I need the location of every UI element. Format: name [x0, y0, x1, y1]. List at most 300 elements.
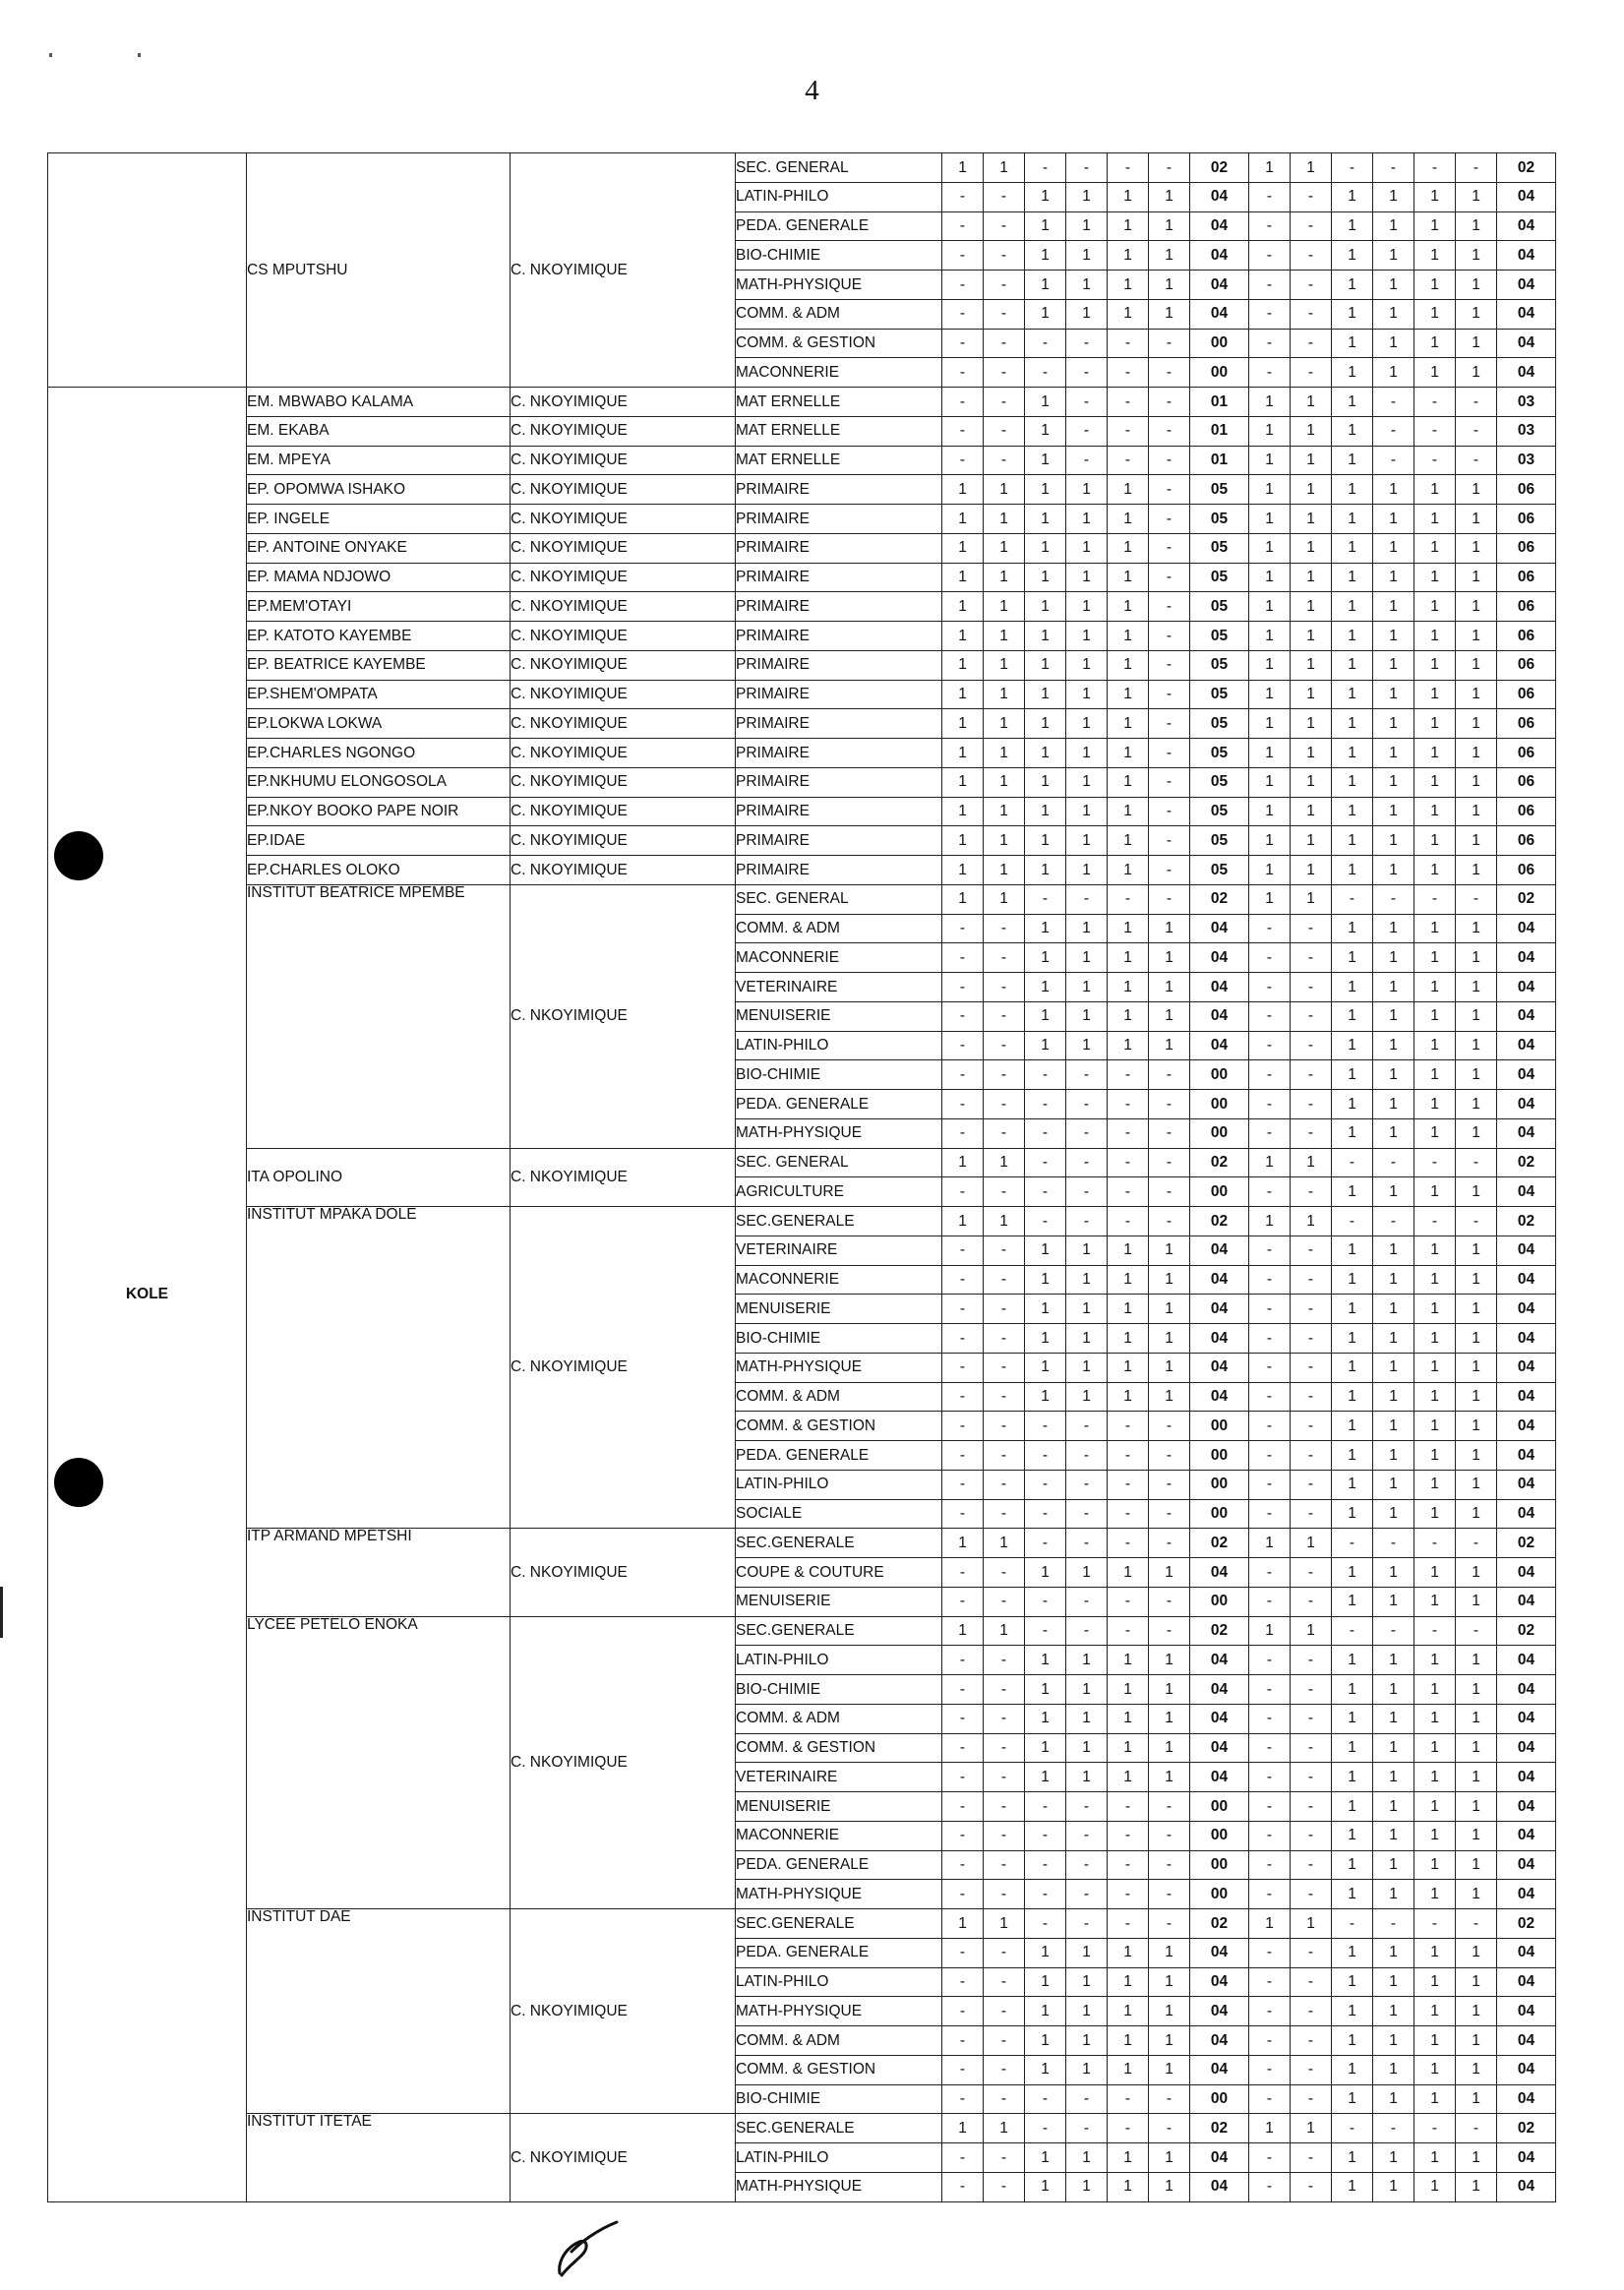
- class-count-cell: -: [1025, 1118, 1066, 1148]
- class-count-cell: -: [1149, 533, 1190, 563]
- class-count-cell: -: [942, 446, 984, 475]
- class-count-cell: 1: [1332, 1792, 1373, 1822]
- class-count-cell: 1: [1456, 2055, 1497, 2084]
- class-total-cell: 04: [1497, 271, 1556, 300]
- class-count-cell: -: [1291, 943, 1332, 973]
- option-cell: LATIN-PHILO: [736, 2143, 942, 2173]
- class-count-cell: 1: [1066, 563, 1108, 592]
- class-count-cell: -: [1249, 2084, 1291, 2114]
- class-count-cell: 1: [1373, 826, 1414, 856]
- class-count-cell: -: [942, 943, 984, 973]
- class-count-cell: 1: [1373, 211, 1414, 241]
- option-cell: PRIMAIRE: [736, 475, 942, 505]
- class-count-cell: -: [1025, 1850, 1066, 1880]
- class-count-cell: 1: [1249, 1148, 1291, 1177]
- class-count-cell: -: [1066, 2114, 1108, 2143]
- class-count-cell: -: [1249, 914, 1291, 943]
- class-count-cell: 1: [942, 533, 984, 563]
- class-count-cell: 1: [1291, 1909, 1332, 1939]
- class-count-cell: 1: [1108, 1938, 1149, 1967]
- class-count-cell: 1: [1108, 1324, 1149, 1354]
- class-count-cell: -: [1291, 1060, 1332, 1090]
- option-cell: COMM. & GESTION: [736, 329, 942, 358]
- class-count-cell: 1: [1149, 182, 1190, 211]
- class-count-cell: -: [1149, 1529, 1190, 1558]
- class-count-cell: 1: [1414, 1792, 1456, 1822]
- class-count-cell: 1: [1066, 241, 1108, 271]
- class-count-cell: 1: [1332, 1558, 1373, 1588]
- class-count-cell: -: [1066, 1499, 1108, 1529]
- class-total-cell: 00: [1190, 1499, 1249, 1529]
- class-count-cell: 1: [1414, 182, 1456, 211]
- class-total-cell: 04: [1497, 1646, 1556, 1675]
- class-count-cell: 1: [1291, 622, 1332, 651]
- class-count-cell: 1: [1149, 1938, 1190, 1967]
- class-total-cell: 04: [1497, 1763, 1556, 1792]
- option-cell: LATIN-PHILO: [736, 1967, 942, 1997]
- class-count-cell: 1: [1414, 1295, 1456, 1324]
- class-count-cell: -: [1108, 1177, 1149, 1207]
- class-count-cell: 1: [1332, 1441, 1373, 1471]
- class-total-cell: 04: [1497, 1031, 1556, 1060]
- class-count-cell: -: [1249, 1997, 1291, 2026]
- class-count-cell: -: [1025, 2084, 1066, 2114]
- class-total-cell: 04: [1190, 1704, 1249, 1733]
- class-count-cell: -: [984, 943, 1025, 973]
- class-count-cell: 1: [1414, 505, 1456, 534]
- class-count-cell: 1: [1456, 943, 1497, 973]
- class-count-cell: 1: [1373, 1324, 1414, 1354]
- option-cell: SEC.GENERALE: [736, 1207, 942, 1236]
- class-count-cell: 1: [1373, 943, 1414, 973]
- class-count-cell: 1: [1414, 2084, 1456, 2114]
- zone-cell: [48, 153, 247, 388]
- manager-cell: C. NKOYIMIQUE: [511, 153, 736, 388]
- class-count-cell: 1: [1414, 241, 1456, 271]
- class-count-cell: 1: [1332, 1382, 1373, 1412]
- class-count-cell: -: [984, 1382, 1025, 1412]
- class-count-cell: 1: [1414, 358, 1456, 388]
- class-count-cell: 1: [1332, 1880, 1373, 1909]
- class-count-cell: 1: [1108, 211, 1149, 241]
- class-count-cell: 1: [1249, 767, 1291, 797]
- class-total-cell: 00: [1190, 1118, 1249, 1148]
- class-total-cell: 04: [1497, 1704, 1556, 1733]
- class-count-cell: -: [1066, 884, 1108, 914]
- table-row: [48, 680, 1556, 709]
- class-count-cell: 1: [1108, 914, 1149, 943]
- option-cell: PRIMAIRE: [736, 622, 942, 651]
- class-count-cell: 1: [1456, 1324, 1497, 1354]
- class-count-cell: 1: [1332, 592, 1373, 622]
- class-count-cell: 1: [1332, 475, 1373, 505]
- option-cell: MATH-PHYSIQUE: [736, 1997, 942, 2026]
- class-total-cell: 02: [1190, 1148, 1249, 1177]
- class-count-cell: -: [942, 1997, 984, 2026]
- class-count-cell: 1: [1332, 2172, 1373, 2201]
- class-count-cell: -: [1414, 1616, 1456, 1646]
- class-count-cell: -: [942, 1412, 984, 1441]
- class-count-cell: -: [1025, 1587, 1066, 1616]
- class-count-cell: -: [984, 1704, 1025, 1733]
- class-count-cell: 1: [1414, 2055, 1456, 2084]
- class-count-cell: 1: [1414, 826, 1456, 856]
- class-count-cell: 1: [1456, 1587, 1497, 1616]
- class-count-cell: -: [1108, 1880, 1149, 1909]
- class-count-cell: -: [1108, 1441, 1149, 1471]
- class-count-cell: -: [1373, 884, 1414, 914]
- option-cell: VETERINAIRE: [736, 973, 942, 1002]
- class-total-cell: 00: [1190, 1792, 1249, 1822]
- class-count-cell: 1: [984, 505, 1025, 534]
- school-name-cell: EP.MEM'OTAYI: [247, 592, 511, 622]
- manager-cell: C. NKOYIMIQUE: [511, 709, 736, 739]
- class-count-cell: 1: [1066, 1704, 1108, 1733]
- option-cell: PRIMAIRE: [736, 826, 942, 856]
- class-count-cell: -: [984, 1177, 1025, 1207]
- class-count-cell: -: [1025, 884, 1066, 914]
- class-total-cell: 04: [1497, 2084, 1556, 2114]
- class-count-cell: -: [1108, 1090, 1149, 1119]
- class-total-cell: 04: [1190, 1235, 1249, 1265]
- option-cell: PRIMAIRE: [736, 650, 942, 680]
- class-count-cell: 1: [1025, 1967, 1066, 1997]
- class-count-cell: -: [1149, 1090, 1190, 1119]
- class-count-cell: 1: [942, 767, 984, 797]
- class-count-cell: -: [942, 973, 984, 1002]
- class-count-cell: -: [1108, 1470, 1149, 1499]
- class-count-cell: -: [1291, 1177, 1332, 1207]
- school-name-cell: EP. KATOTO KAYEMBE: [247, 622, 511, 651]
- class-count-cell: -: [984, 1733, 1025, 1763]
- class-count-cell: -: [1249, 1558, 1291, 1588]
- class-count-cell: 1: [1414, 1031, 1456, 1060]
- class-count-cell: 1: [1414, 1880, 1456, 1909]
- class-count-cell: -: [1108, 388, 1149, 417]
- class-count-cell: -: [1249, 1938, 1291, 1967]
- class-total-cell: 05: [1190, 592, 1249, 622]
- class-count-cell: 1: [942, 1207, 984, 1236]
- class-count-cell: 1: [1456, 797, 1497, 826]
- school-name-cell: EP.IDAE: [247, 826, 511, 856]
- class-count-cell: -: [1291, 1704, 1332, 1733]
- class-count-cell: 1: [1025, 1353, 1066, 1382]
- class-count-cell: 1: [1373, 973, 1414, 1002]
- class-count-cell: -: [1456, 1529, 1497, 1558]
- class-total-cell: 04: [1497, 2143, 1556, 2173]
- table-row: [48, 650, 1556, 680]
- manager-cell: C. NKOYIMIQUE: [511, 1909, 736, 2114]
- class-count-cell: -: [1291, 2055, 1332, 2084]
- class-count-cell: 1: [1249, 709, 1291, 739]
- class-count-cell: -: [1291, 1880, 1332, 1909]
- class-count-cell: -: [942, 1646, 984, 1675]
- class-count-cell: -: [1066, 329, 1108, 358]
- table-row: [48, 1207, 1556, 1236]
- class-total-cell: 02: [1190, 153, 1249, 183]
- class-count-cell: 1: [1456, 1060, 1497, 1090]
- class-count-cell: -: [1066, 388, 1108, 417]
- class-count-cell: -: [1108, 1850, 1149, 1880]
- class-total-cell: 04: [1497, 914, 1556, 943]
- class-count-cell: -: [1025, 1821, 1066, 1850]
- manager-cell: C. NKOYIMIQUE: [511, 446, 736, 475]
- class-total-cell: 02: [1190, 1529, 1249, 1558]
- option-cell: MATH-PHYSIQUE: [736, 1118, 942, 1148]
- class-count-cell: 1: [1291, 1148, 1332, 1177]
- class-total-cell: 02: [1190, 1616, 1249, 1646]
- class-count-cell: 1: [1373, 1031, 1414, 1060]
- class-count-cell: 1: [1066, 680, 1108, 709]
- class-count-cell: -: [984, 1587, 1025, 1616]
- class-count-cell: 1: [1456, 271, 1497, 300]
- class-count-cell: -: [984, 1997, 1025, 2026]
- option-cell: PEDA. GENERALE: [736, 211, 942, 241]
- class-count-cell: 1: [1025, 1001, 1066, 1031]
- class-total-cell: 04: [1497, 1880, 1556, 1909]
- class-count-cell: 1: [1456, 1382, 1497, 1412]
- class-count-cell: -: [1456, 153, 1497, 183]
- class-count-cell: -: [984, 1967, 1025, 1997]
- class-count-cell: 1: [1108, 797, 1149, 826]
- class-count-cell: 1: [1025, 505, 1066, 534]
- class-count-cell: -: [942, 1265, 984, 1295]
- option-cell: MENUISERIE: [736, 1587, 942, 1616]
- class-count-cell: 1: [1066, 1967, 1108, 1997]
- class-count-cell: -: [984, 416, 1025, 446]
- class-count-cell: 1: [1108, 1353, 1149, 1382]
- class-count-cell: -: [984, 329, 1025, 358]
- class-count-cell: 1: [1149, 1001, 1190, 1031]
- manager-cell: C. NKOYIMIQUE: [511, 1616, 736, 1909]
- option-cell: MATH-PHYSIQUE: [736, 1880, 942, 1909]
- class-count-cell: 1: [1108, 1235, 1149, 1265]
- class-count-cell: 1: [1414, 592, 1456, 622]
- class-total-cell: 06: [1497, 533, 1556, 563]
- class-count-cell: 1: [1456, 680, 1497, 709]
- class-count-cell: 1: [1414, 622, 1456, 651]
- class-count-cell: 1: [1414, 1441, 1456, 1471]
- class-count-cell: 1: [1291, 388, 1332, 417]
- option-cell: PRIMAIRE: [736, 533, 942, 563]
- class-count-cell: 1: [1025, 211, 1066, 241]
- class-total-cell: 04: [1190, 1733, 1249, 1763]
- class-count-cell: 1: [1149, 299, 1190, 329]
- class-count-cell: 1: [1332, 416, 1373, 446]
- class-count-cell: 1: [1149, 241, 1190, 271]
- class-count-cell: -: [1291, 1265, 1332, 1295]
- class-total-cell: 06: [1497, 739, 1556, 768]
- class-count-cell: 1: [1025, 709, 1066, 739]
- class-count-cell: 1: [1456, 1295, 1497, 1324]
- school-name-cell: EP.CHARLES NGONGO: [247, 739, 511, 768]
- class-total-cell: 04: [1497, 1997, 1556, 2026]
- class-count-cell: 1: [1414, 797, 1456, 826]
- class-count-cell: -: [1025, 1470, 1066, 1499]
- class-count-cell: -: [1066, 416, 1108, 446]
- school-name-cell: INSTITUT DAE: [247, 1909, 511, 2114]
- school-name-cell: INSTITUT ITETAE: [247, 2114, 511, 2201]
- class-count-cell: 1: [1456, 1763, 1497, 1792]
- class-count-cell: 1: [1066, 767, 1108, 797]
- class-total-cell: 04: [1497, 1265, 1556, 1295]
- class-total-cell: 04: [1497, 2026, 1556, 2056]
- option-cell: PRIMAIRE: [736, 767, 942, 797]
- class-count-cell: 1: [1066, 973, 1108, 1002]
- class-count-cell: -: [1373, 1529, 1414, 1558]
- class-total-cell: 03: [1497, 388, 1556, 417]
- class-count-cell: 1: [1414, 680, 1456, 709]
- table-row: [48, 388, 1556, 417]
- class-count-cell: -: [942, 1880, 984, 1909]
- class-total-cell: 04: [1190, 1763, 1249, 1792]
- class-count-cell: -: [1025, 329, 1066, 358]
- class-count-cell: 1: [984, 856, 1025, 885]
- class-count-cell: 1: [1066, 856, 1108, 885]
- class-count-cell: 1: [1291, 1207, 1332, 1236]
- class-count-cell: 1: [1291, 505, 1332, 534]
- class-count-cell: -: [1108, 446, 1149, 475]
- option-cell: COMM. & ADM: [736, 299, 942, 329]
- class-count-cell: 1: [1414, 943, 1456, 973]
- class-total-cell: 06: [1497, 826, 1556, 856]
- class-count-cell: 1: [1373, 1763, 1414, 1792]
- class-count-cell: 1: [1332, 856, 1373, 885]
- option-cell: AGRICULTURE: [736, 1177, 942, 1207]
- class-count-cell: 1: [1108, 1675, 1149, 1705]
- option-cell: LATIN-PHILO: [736, 1470, 942, 1499]
- class-count-cell: 1: [1108, 299, 1149, 329]
- class-count-cell: 1: [942, 1148, 984, 1177]
- class-count-cell: 1: [1249, 622, 1291, 651]
- class-count-cell: -: [984, 1821, 1025, 1850]
- class-count-cell: 1: [1373, 1295, 1414, 1324]
- class-count-cell: 1: [1456, 1441, 1497, 1471]
- class-count-cell: 1: [1373, 299, 1414, 329]
- class-count-cell: 1: [1291, 884, 1332, 914]
- class-count-cell: -: [1149, 650, 1190, 680]
- class-count-cell: -: [984, 973, 1025, 1002]
- class-count-cell: 1: [1456, 2026, 1497, 2056]
- class-count-cell: -: [1332, 1207, 1373, 1236]
- class-count-cell: -: [1291, 1821, 1332, 1850]
- class-count-cell: 1: [1066, 1031, 1108, 1060]
- table-row: [48, 416, 1556, 446]
- option-cell: COMM. & GESTION: [736, 2055, 942, 2084]
- class-count-cell: 1: [1373, 475, 1414, 505]
- class-count-cell: -: [1149, 1792, 1190, 1822]
- class-count-cell: -: [1249, 1470, 1291, 1499]
- class-count-cell: 1: [1066, 2055, 1108, 2084]
- class-total-cell: 00: [1190, 1470, 1249, 1499]
- class-count-cell: 1: [1332, 1938, 1373, 1967]
- class-count-cell: 1: [1414, 739, 1456, 768]
- class-count-cell: 1: [1066, 182, 1108, 211]
- option-cell: MATH-PHYSIQUE: [736, 1353, 942, 1382]
- class-total-cell: 00: [1190, 2084, 1249, 2114]
- class-count-cell: 1: [1456, 1704, 1497, 1733]
- class-count-cell: 1: [1414, 1470, 1456, 1499]
- class-count-cell: 1: [1108, 505, 1149, 534]
- class-total-cell: 04: [1497, 2055, 1556, 2084]
- class-count-cell: -: [1066, 1090, 1108, 1119]
- class-count-cell: 1: [942, 475, 984, 505]
- class-count-cell: 1: [1066, 1235, 1108, 1265]
- class-count-cell: 1: [942, 856, 984, 885]
- class-count-cell: -: [1108, 1909, 1149, 1939]
- class-count-cell: 1: [1149, 1704, 1190, 1733]
- class-total-cell: 04: [1497, 1470, 1556, 1499]
- class-total-cell: 04: [1190, 1997, 1249, 2026]
- class-count-cell: 1: [1025, 943, 1066, 973]
- class-total-cell: 04: [1497, 1177, 1556, 1207]
- class-count-cell: 1: [1291, 416, 1332, 446]
- class-count-cell: -: [1108, 884, 1149, 914]
- class-count-cell: 1: [1373, 1060, 1414, 1090]
- class-count-cell: 1: [984, 622, 1025, 651]
- class-count-cell: 1: [1025, 1938, 1066, 1967]
- class-total-cell: 04: [1497, 182, 1556, 211]
- class-count-cell: 1: [1456, 2172, 1497, 2201]
- class-count-cell: 1: [1149, 1646, 1190, 1675]
- class-count-cell: 1: [1066, 739, 1108, 768]
- class-count-cell: 1: [1373, 709, 1414, 739]
- class-total-cell: 04: [1190, 1967, 1249, 1997]
- class-count-cell: 1: [1025, 1265, 1066, 1295]
- class-count-cell: 1: [1108, 1001, 1149, 1031]
- class-count-cell: 1: [1414, 1265, 1456, 1295]
- class-count-cell: 1: [1025, 2026, 1066, 2056]
- class-total-cell: 04: [1190, 299, 1249, 329]
- class-count-cell: -: [984, 1441, 1025, 1471]
- option-cell: PRIMAIRE: [736, 739, 942, 768]
- class-count-cell: 1: [1414, 1324, 1456, 1354]
- school-name-cell: EP.SHEM'OMPATA: [247, 680, 511, 709]
- class-count-cell: 1: [1066, 1353, 1108, 1382]
- class-count-cell: 1: [1373, 505, 1414, 534]
- class-count-cell: 1: [1373, 622, 1414, 651]
- option-cell: MENUISERIE: [736, 1295, 942, 1324]
- class-total-cell: 04: [1497, 329, 1556, 358]
- class-count-cell: -: [942, 1470, 984, 1499]
- class-count-cell: 1: [1373, 1675, 1414, 1705]
- class-count-cell: -: [1149, 563, 1190, 592]
- class-count-cell: 1: [1373, 1235, 1414, 1265]
- class-count-cell: 1: [1291, 153, 1332, 183]
- school-name-cell: EP. OPOMWA ISHAKO: [247, 475, 511, 505]
- class-count-cell: -: [1249, 211, 1291, 241]
- class-count-cell: 1: [1414, 1997, 1456, 2026]
- class-count-cell: -: [984, 388, 1025, 417]
- class-count-cell: 1: [1332, 1470, 1373, 1499]
- class-count-cell: -: [984, 1646, 1025, 1675]
- class-count-cell: 1: [1332, 533, 1373, 563]
- class-count-cell: -: [1456, 884, 1497, 914]
- option-cell: BIO-CHIMIE: [736, 241, 942, 271]
- class-count-cell: 1: [1066, 211, 1108, 241]
- class-total-cell: 04: [1190, 1031, 1249, 1060]
- punch-hole: [54, 1458, 103, 1507]
- class-count-cell: -: [1108, 1792, 1149, 1822]
- class-count-cell: 1: [1025, 767, 1066, 797]
- class-count-cell: 1: [1066, 475, 1108, 505]
- class-count-cell: 1: [1108, 739, 1149, 768]
- class-count-cell: -: [1291, 1587, 1332, 1616]
- class-count-cell: -: [984, 241, 1025, 271]
- class-count-cell: 1: [1149, 211, 1190, 241]
- class-count-cell: -: [984, 1060, 1025, 1090]
- class-count-cell: 1: [1332, 2026, 1373, 2056]
